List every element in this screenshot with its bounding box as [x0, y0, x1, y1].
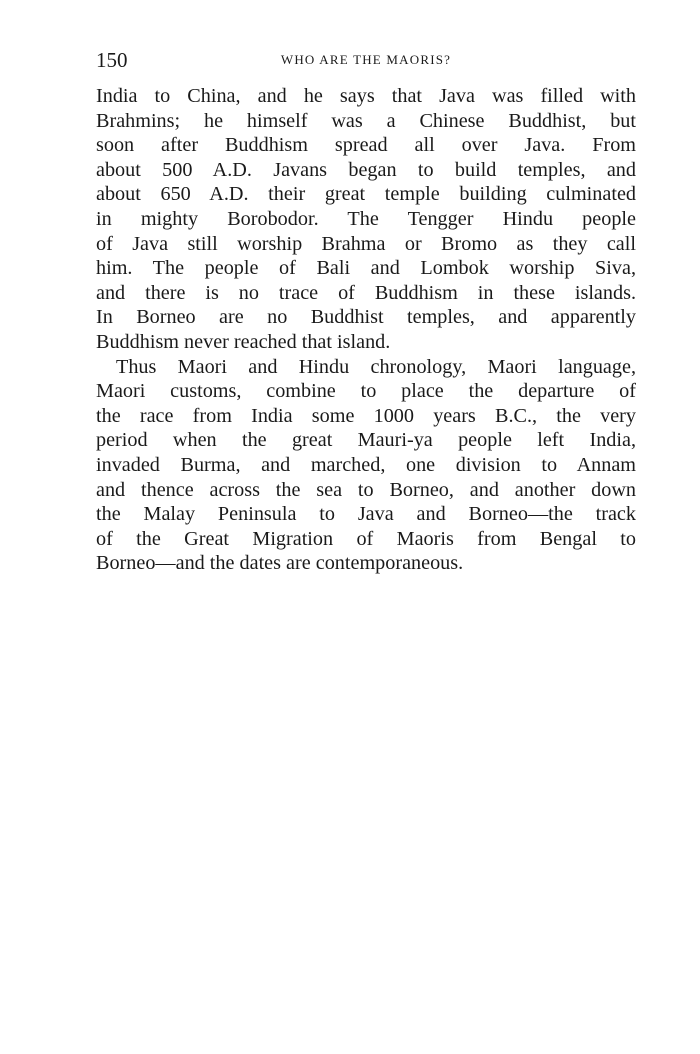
- text-line: the race from India some 1000 years B.C., the very: [96, 404, 636, 427]
- page-number: 150: [96, 48, 128, 72]
- text-line: Thus Maori and Hindu chronology, Maori language,: [116, 355, 636, 378]
- paragraph-1: [96, 84, 636, 355]
- running-head: [96, 46, 636, 76]
- running-title: WHO ARE THE MAORIS?: [280, 52, 452, 67]
- text-line: him. The people of Bali and Lombok worship Siva,: [96, 257, 636, 280]
- text-line: in mighty Borobodor. The Tengger Hindu people: [96, 207, 636, 230]
- body-text: [96, 84, 636, 576]
- text-line: In Borneo are no Buddhist temples, and apparently: [96, 306, 636, 329]
- text-line: and thence across the sea to Borneo, and another down: [96, 478, 636, 501]
- text-line: invaded Burma, and marched, one division to Annam: [96, 453, 636, 476]
- text-line: period when the great Mauri-ya people left India,: [96, 429, 636, 452]
- text-line: Borneo—and the dates are contemporaneous.: [96, 552, 464, 575]
- text-line: about 500 A.D. Javans began to build temples, and: [96, 158, 636, 181]
- text-line: of the Great Migration of Maoris from Bengal to: [96, 527, 636, 550]
- text-line: India to China, and he says that Java was filled with: [96, 85, 636, 107]
- text-line: Brahmins; he himself was a Chinese Buddhist, but: [96, 109, 636, 132]
- text-line: Maori customs, combine to place the departure of: [96, 380, 636, 403]
- text-line: soon after Buddhism spread all over Java. From: [96, 134, 636, 157]
- paragraph-2: [96, 355, 636, 576]
- text-line: the Malay Peninsula to Java and Borneo—the track: [96, 503, 636, 526]
- text-line: about 650 A.D. their great temple building culminated: [96, 183, 636, 206]
- text-line: and there is no trace of Buddhism in these islands.: [96, 281, 636, 304]
- text-line: Buddhism never reached that island.: [96, 330, 391, 353]
- book-page: [96, 46, 636, 576]
- text-line: of Java still worship Brahma or Bromo as they call: [96, 232, 636, 255]
